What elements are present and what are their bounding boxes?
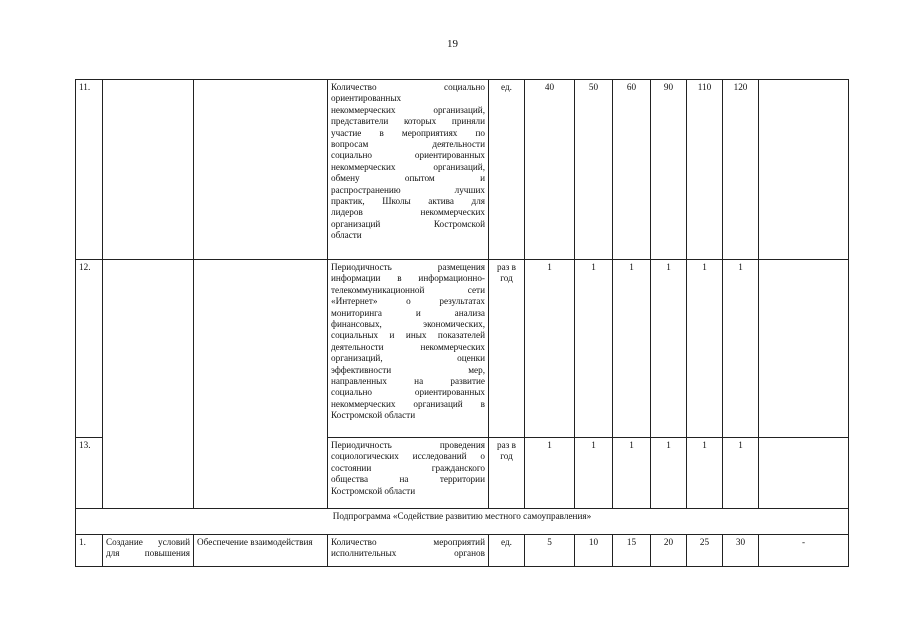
note-cell xyxy=(759,260,849,438)
indicator-description: Периодичность проведения социологических исследований о состоянии гражданского общества на территории Костромской области xyxy=(328,438,489,509)
unit-cell: ед. xyxy=(489,80,525,260)
page-number: 19 xyxy=(447,38,458,50)
row-number: 13. xyxy=(76,438,103,509)
note-cell: - xyxy=(759,535,849,567)
value-cell: 50 xyxy=(575,80,613,260)
value-cell: 1 xyxy=(613,260,651,438)
row-number: 11. xyxy=(76,80,103,260)
row-number: 12. xyxy=(76,260,103,438)
table-row xyxy=(76,80,849,260)
value-cell: 1 xyxy=(687,438,723,509)
table-row xyxy=(76,260,849,438)
value-cell: 120 xyxy=(723,80,759,260)
value-cell: 1 xyxy=(613,438,651,509)
value-cell: 90 xyxy=(651,80,687,260)
value-cell: 1 xyxy=(525,438,575,509)
unit-cell: ед. xyxy=(489,535,525,567)
goal-cell xyxy=(103,260,194,509)
task-cell: Обеспечение взаимодействия xyxy=(194,535,328,567)
value-cell: 1 xyxy=(651,438,687,509)
subprogram-row xyxy=(76,509,849,535)
subprogram-title: Подпрограмма «Содействие развитию местного самоуправления» xyxy=(76,509,849,535)
goal-cell: Создание условий для повышения xyxy=(103,535,194,567)
unit-cell: раз в год xyxy=(489,260,525,438)
value-cell: 30 xyxy=(723,535,759,567)
value-cell: 5 xyxy=(525,535,575,567)
value-cell: 1 xyxy=(723,438,759,509)
unit-cell: раз в год xyxy=(489,438,525,509)
value-cell: 15 xyxy=(613,535,651,567)
table-row xyxy=(76,535,849,567)
indicator-description: Периодичность размещения информации в информационно- телекоммуникационной сети «Интернет» о результатах мониторинга и анализа финансовых, экономических, социальных и иных показателей деятельности некоммерческих организаций, оценки эффективности мер, направленных на развитие социально ориентированных некоммерческих организаций в Костромской области xyxy=(328,260,489,438)
value-cell: 1 xyxy=(723,260,759,438)
value-cell: 60 xyxy=(613,80,651,260)
value-cell: 20 xyxy=(651,535,687,567)
value-cell: 1 xyxy=(651,260,687,438)
row-number: 1. xyxy=(76,535,103,567)
value-cell: 25 xyxy=(687,535,723,567)
value-cell: 110 xyxy=(687,80,723,260)
value-cell: 1 xyxy=(575,438,613,509)
indicator-description: Количество социально ориентированных некоммерческих организаций, представители которых приняли участие в мероприятиях по вопросам деятельности социально ориентированных некоммерческих организаций, обмену опытом и распространению лучших практик, Школы актива для лидеров некоммерческих организаций Костромской области xyxy=(328,80,489,260)
value-cell: 1 xyxy=(575,260,613,438)
note-cell xyxy=(759,80,849,260)
value-cell: 10 xyxy=(575,535,613,567)
value-cell: 1 xyxy=(525,260,575,438)
goal-cell xyxy=(103,80,194,260)
task-cell xyxy=(194,80,328,260)
indicator-description: Количество мероприятий исполнительных органов xyxy=(328,535,489,567)
value-cell: 1 xyxy=(687,260,723,438)
value-cell: 40 xyxy=(525,80,575,260)
note-cell xyxy=(759,438,849,509)
task-cell xyxy=(194,260,328,509)
indicators-table xyxy=(75,79,849,567)
